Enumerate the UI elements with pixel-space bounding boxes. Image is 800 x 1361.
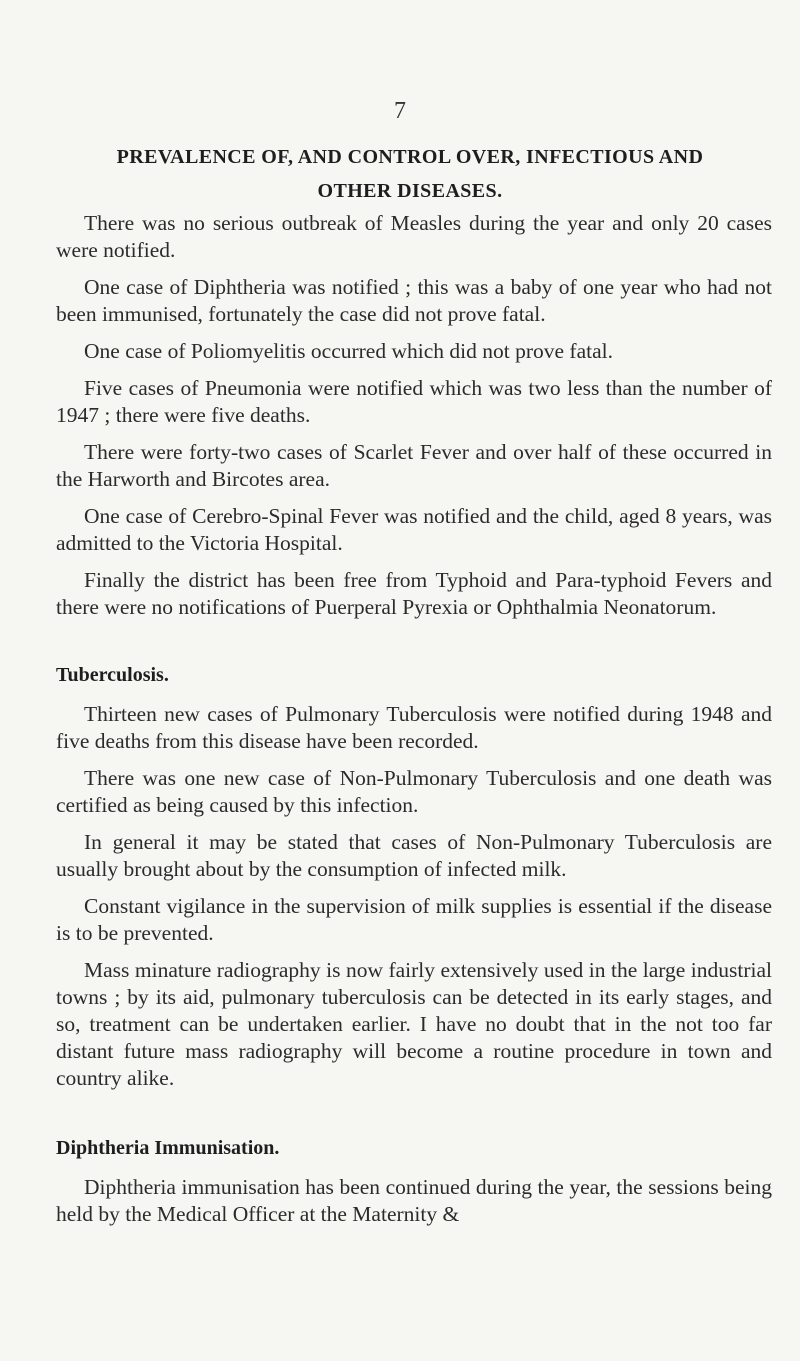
paragraph-scarlet-fever: There were forty-two cases of Scarlet Fever and over half of these occurred in the Harworth and Bircotes area. [56,440,772,491]
paragraph-infected-milk: In general it may be stated that cases of Non-Pulmonary Tuberculosis are usually brought about by the consumption of infected milk. [56,830,772,881]
paragraph-mass-radiography: Mass minature radiography is now fairly extensively used in the large industrial towns ; by its aid, pulmonary tuberculosis can be detected in its early stages, and so, treatment can be undertaken earlier. I have no doubt that in the not too far distant future mass radiography will become a routine procedure in town and country alike. [56,958,772,1090]
paragraph-milk-supervision: Constant vigilance in the supervision of milk supplies is essential if the disease is to be prevented. [56,894,772,945]
paragraph-poliomyelitis: One case of Poliomyelitis occurred which did not prove fatal. [84,339,613,363]
tuberculosis-heading: Tuberculosis. [56,664,169,686]
diphtheria-immunisation-heading: Diphtheria Immunisation. [56,1137,280,1159]
page-title [40,140,780,208]
document-body [56,210,772,1238]
diphtheria-immunisation-section [56,1134,772,1228]
paragraph-measles: There was no serious outbreak of Measles during the year and only 20 cases were notified. [56,211,772,262]
page-title-line-1: PREVALENCE OF, AND CONTROL OVER, INFECTIOUS AND [116,146,704,168]
page-number: 7 [394,98,406,124]
tuberculosis-section [56,661,772,1092]
page-title-line-2: OTHER DISEASES. [317,180,503,202]
paragraph-pneumonia: Five cases of Pneumonia were notified which was two less than the number of 1947 ; there were five deaths. [56,376,772,427]
paragraph-pulmonary-tb: Thirteen new cases of Pulmonary Tuberculosis were notified during 1948 and five deaths from this disease have been recorded. [56,702,772,753]
paragraph-cerebro-spinal-fever: One case of Cerebro-Spinal Fever was notified and the child, aged 8 years, was admitted to the Victoria Hospital. [56,504,772,555]
paragraph-typhoid: Finally the district has been free from Typhoid and Para-typhoid Fevers and there were no notifications of Puerperal Pyrexia or Ophthalmia Neonatorum. [56,568,772,619]
paragraph-immunisation-sessions: Diphtheria immunisation has been continued during the year, the sessions being held by the Medical Officer at the Maternity & [56,1175,772,1226]
paragraph-non-pulmonary-tb: There was one new case of Non-Pulmonary Tuberculosis and one death was certified as being caused by this infection. [56,766,772,817]
paragraph-diphtheria: One case of Diphtheria was notified ; this was a baby of one year who had not been immunised, fortunately the case did not prove fatal. [56,275,772,326]
infectious-diseases-section [56,210,772,621]
